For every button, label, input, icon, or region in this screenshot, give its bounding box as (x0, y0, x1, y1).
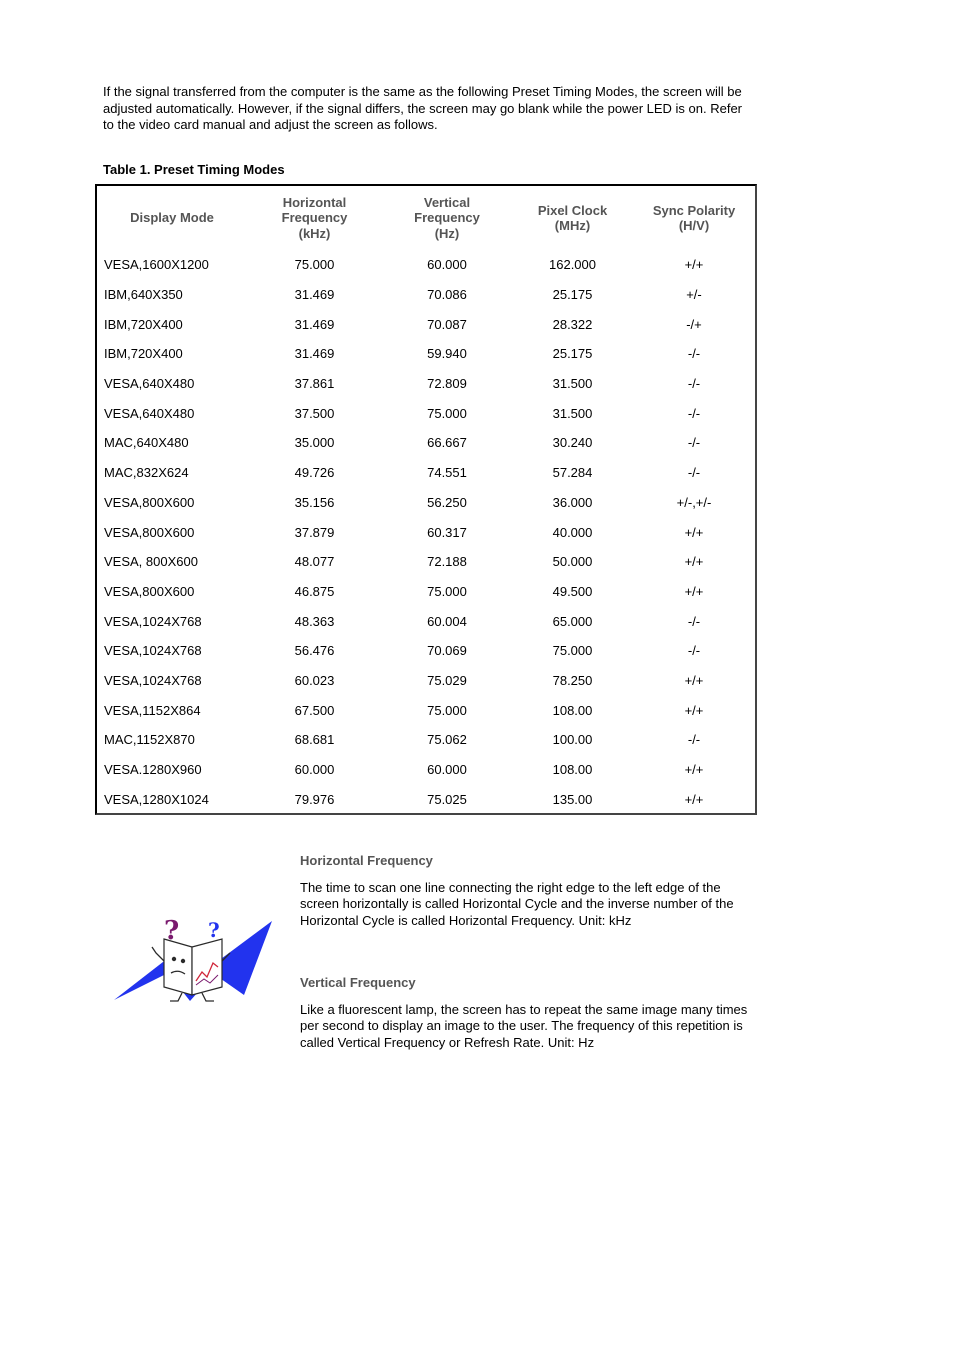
pixel-clock-cell: 65.000 (552, 613, 593, 629)
table-row (97, 666, 755, 696)
vertical-frequency-definition (300, 975, 750, 1051)
vertical-frequency-cell: 60.000 (427, 762, 467, 778)
vertical-frequency-cell: 72.188 (427, 554, 467, 570)
horizontal-frequency-cell: 49.726 (294, 465, 335, 481)
vertical-frequency-cell: 75.029 (427, 672, 467, 688)
preset-timing-table (97, 186, 755, 814)
sync-polarity-cell: +/+ (684, 672, 704, 688)
svg-text:?: ? (164, 917, 180, 946)
display-mode-cell: IBM,720X400 (104, 346, 183, 362)
question-mark-book-character-icon (112, 917, 276, 1003)
header-h-line1: Horizontal (282, 194, 347, 210)
vertical-frequency-cell: 70.086 (427, 287, 467, 303)
horizontal-frequency-cell: 75.000 (294, 257, 335, 273)
table-row (97, 458, 755, 488)
horizontal-frequency-cell: 35.000 (294, 435, 335, 451)
horizontal-frequency-title: Horizontal Frequency (300, 853, 433, 868)
vertical-frequency-cell: 59.940 (427, 346, 467, 362)
vertical-frequency-cell: 75.000 (427, 405, 467, 421)
horizontal-frequency-cell: 67.500 (294, 702, 335, 718)
vertical-frequency-cell: 74.551 (427, 465, 467, 481)
sync-polarity-cell: -/- (687, 405, 701, 421)
sync-polarity-cell: +/-,+/- (676, 494, 712, 510)
display-mode-cell: IBM,640X350 (104, 287, 183, 303)
horizontal-frequency-cell: 37.879 (294, 524, 335, 540)
vertical-frequency-cell: 75.000 (427, 702, 467, 718)
table-row (97, 636, 755, 666)
display-mode-cell: VESA, 800X600 (104, 554, 198, 570)
display-mode-cell: VESA,1152X864 (104, 702, 201, 718)
sync-polarity-cell: -/- (687, 435, 701, 451)
display-mode-cell: VESA,800X600 (104, 524, 195, 540)
pixel-clock-cell: 25.175 (552, 346, 593, 362)
pixel-clock-cell: 78.250 (552, 672, 593, 688)
pixel-clock-cell: 50.000 (552, 554, 593, 570)
table-row (97, 695, 755, 725)
display-mode-cell: MAC,1152X870 (104, 732, 195, 748)
table-row (97, 280, 755, 310)
vertical-frequency-cell: 60.004 (427, 613, 467, 629)
header-sync-polarity (633, 186, 755, 250)
vertical-frequency-cell: 75.062 (427, 732, 467, 748)
display-mode-cell: VESA,1600X1200 (104, 257, 209, 273)
pixel-clock-cell: 75.000 (552, 643, 593, 659)
table-header-row (97, 186, 755, 250)
pixel-clock-cell: 135.00 (552, 791, 593, 807)
display-mode-cell: VESA,640X480 (104, 376, 195, 392)
display-mode-cell: VESA,1024X768 (104, 613, 202, 629)
pixel-clock-cell: 108.00 (552, 702, 593, 718)
display-mode-cell: VESA,800X600 (104, 494, 195, 510)
horizontal-frequency-cell: 60.023 (294, 672, 335, 688)
header-vertical-frequency (382, 186, 512, 250)
header-horizontal-frequency (247, 186, 382, 250)
sync-polarity-cell: -/- (687, 465, 701, 481)
table-caption: Table 1. Preset Timing Modes (103, 162, 285, 177)
horizontal-frequency-cell: 60.000 (294, 762, 335, 778)
header-v-line3: (Hz) (434, 225, 460, 241)
display-mode-cell: VESA,800X600 (104, 583, 195, 599)
pixel-clock-cell: 57.284 (552, 465, 593, 481)
display-mode-cell: VESA,1024X768 (104, 672, 202, 688)
display-mode-cell: VESA,1024X768 (104, 643, 202, 659)
header-s-line1: Sync Polarity (652, 202, 736, 218)
pixel-clock-cell: 100.00 (552, 732, 593, 748)
header-v-line2: Frequency (414, 210, 480, 226)
header-display-mode (97, 186, 247, 250)
horizontal-frequency-cell: 48.077 (294, 554, 335, 570)
horizontal-frequency-cell: 48.363 (294, 613, 335, 629)
table-body (97, 250, 755, 814)
pixel-clock-cell: 162.000 (549, 257, 596, 273)
sync-polarity-cell: +/+ (684, 524, 704, 540)
table-row (97, 784, 755, 814)
header-display-mode-label: Display Mode (130, 210, 214, 226)
vertical-frequency-title: Vertical Frequency (300, 975, 416, 990)
sync-polarity-cell: -/- (687, 732, 701, 748)
header-pixel-clock (512, 186, 633, 250)
table-row (97, 547, 755, 577)
horizontal-frequency-cell: 31.469 (294, 287, 335, 303)
table-row (97, 428, 755, 458)
display-mode-cell: VESA,1280X1024 (104, 791, 209, 807)
header-p-line1: Pixel Clock (537, 202, 608, 218)
svg-text:?: ? (208, 918, 220, 942)
pixel-clock-cell: 28.322 (552, 316, 593, 332)
sync-polarity-cell: +/+ (684, 791, 704, 807)
sync-polarity-cell: +/+ (684, 702, 704, 718)
table-row (97, 398, 755, 428)
horizontal-frequency-cell: 68.681 (294, 732, 335, 748)
table-row (97, 488, 755, 518)
vertical-frequency-cell: 75.025 (427, 791, 467, 807)
sync-polarity-cell: -/+ (686, 316, 702, 332)
horizontal-frequency-cell: 79.976 (294, 791, 335, 807)
table-row (97, 369, 755, 399)
horizontal-frequency-cell: 37.861 (294, 376, 335, 392)
sync-polarity-cell: -/- (687, 346, 701, 362)
display-mode-cell: VESA.1280X960 (104, 762, 202, 778)
display-mode-cell: VESA,640X480 (104, 405, 195, 421)
display-mode-cell: MAC,640X480 (104, 435, 189, 451)
horizontal-frequency-cell: 31.469 (294, 346, 335, 362)
header-s-line2: (H/V) (678, 218, 710, 233)
horizontal-frequency-cell: 31.469 (294, 316, 335, 332)
preset-timing-table-frame (95, 184, 757, 815)
header-h-line3: (kHz) (298, 225, 331, 241)
vertical-frequency-cell: 56.250 (427, 494, 467, 510)
vertical-frequency-cell: 75.000 (427, 583, 467, 599)
table-row (97, 577, 755, 607)
pixel-clock-cell: 49.500 (552, 583, 593, 599)
sync-polarity-cell: +/+ (684, 554, 704, 570)
sync-polarity-cell: +/- (686, 287, 702, 303)
sync-polarity-cell: +/+ (684, 762, 704, 778)
sync-polarity-cell: -/- (687, 643, 701, 659)
header-p-line2: (MHz) (554, 218, 591, 233)
intro-paragraph: If the signal transferred from the computer is the same as the following Preset Timing Modes, the screen will be adjusted automatically. However, if the signal differs, the screen may go blank while the power LED is on. Refer to the video card manual and adjust the screen as follows. (103, 84, 743, 132)
table-row (97, 606, 755, 636)
vertical-frequency-cell: 66.667 (427, 435, 467, 451)
horizontal-frequency-definition (300, 853, 750, 929)
pixel-clock-cell: 40.000 (552, 524, 593, 540)
horizontal-frequency-cell: 56.476 (294, 643, 335, 659)
sync-polarity-cell: -/- (687, 376, 701, 392)
pixel-clock-cell: 36.000 (552, 494, 593, 510)
sync-polarity-cell: -/- (687, 613, 701, 629)
table-row (97, 309, 755, 339)
horizontal-frequency-text: The time to scan one line connecting the right edge to the left edge of the screen horizontally is called Horizontal Cycle and the inverse number of the Horizontal Cycle is called Horizontal Frequency. Unit: kHz (300, 880, 734, 928)
table-row (97, 339, 755, 369)
vertical-frequency-cell: 70.069 (427, 643, 467, 659)
pixel-clock-cell: 31.500 (552, 405, 593, 421)
display-mode-cell: IBM,720X400 (104, 316, 183, 332)
table-row (97, 725, 755, 755)
vertical-frequency-cell: 72.809 (427, 376, 467, 392)
vertical-frequency-cell: 70.087 (427, 316, 467, 332)
vertical-frequency-cell: 60.000 (427, 257, 467, 273)
header-h-line2: Frequency (281, 210, 348, 226)
vertical-frequency-cell: 60.317 (427, 524, 467, 540)
pixel-clock-cell: 25.175 (552, 287, 593, 303)
display-mode-cell: MAC,832X624 (104, 465, 189, 481)
table-row (97, 517, 755, 547)
header-v-line1: Vertical (423, 194, 471, 210)
table-row (97, 755, 755, 785)
sync-polarity-cell: +/+ (684, 257, 704, 273)
sync-polarity-cell: +/+ (684, 583, 704, 599)
pixel-clock-cell: 31.500 (552, 376, 593, 392)
table-row (97, 250, 755, 280)
vertical-frequency-text: Like a fluorescent lamp, the screen has to repeat the same image many times per second to display an image to the user. The frequency of this repetition is called Vertical Frequency or Refresh Rate. Unit: Hz (300, 1002, 748, 1050)
horizontal-frequency-cell: 46.875 (294, 583, 335, 599)
pixel-clock-cell: 108.00 (552, 762, 593, 778)
horizontal-frequency-cell: 35.156 (294, 494, 335, 510)
pixel-clock-cell: 30.240 (552, 435, 593, 451)
horizontal-frequency-cell: 37.500 (294, 405, 335, 421)
